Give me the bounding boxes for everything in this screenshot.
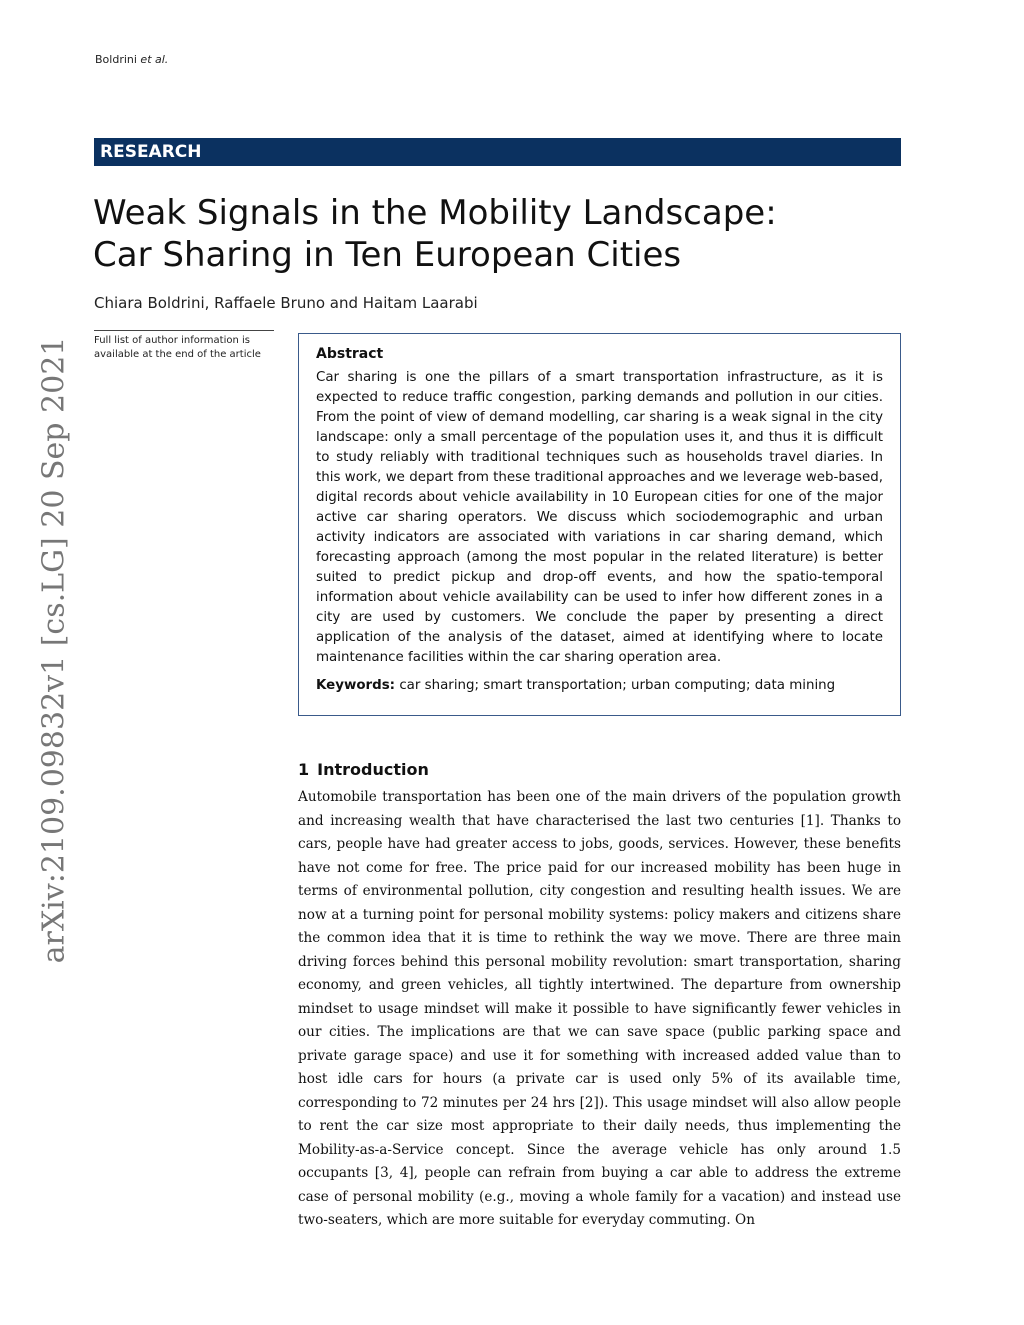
running-head-author: Boldrini — [95, 53, 137, 66]
title-line-1: Weak Signals in the Mobility Landscape: — [93, 193, 777, 233]
introduction-text: Automobile transportation has been one of the main drivers of the population growth and increasing wealth that have characterised the last two centuries [1]. Thanks to cars, people have had greater access to jobs, goods, services. However, these benefits have not come for free. The price paid for our increased mobility has been huge in terms of environmental pollution, city congestion and resulting health issues. We are now at a turning point for personal mobility systems: policy makers and citizens share the common idea that it is time to rethink the way we move. There are three main driving forces behind this personal mobility revolution: smart transportation, sharing economy, and green vehicles, all tightly intertwined. The departure from ownership mindset to usage mindset will make it possible to have significantly fewer vehicles in our cities. The implications are that we can save space (public parking space and private garage space) and use it for something with increased added value than to host idle cars for hours (a private car is used only 5% of its available time, corresponding to 72 minutes per 24 hrs [2]). This usage mindset will also allow people to rent the car size most appropriate to their daily needs, thus implementing the Mobility-as-a-Service concept. Since the average vehicle has only around 1.5 occupants [3, 4], people can refrain from buying a car able to address the extreme case of personal mobility (e.g., moving a whole family for a vacation) and instead use two-seaters, which are more suitable for everyday commuting. On — [298, 789, 901, 1228]
running-head-etal: et al. — [140, 53, 169, 66]
paper-title — [93, 192, 893, 276]
section-label-bar: RESEARCH — [94, 138, 901, 166]
arxiv-identifier: arXiv:2109.09832v1 [cs.LG] 20 Sep 2021 — [36, 336, 72, 964]
keywords-line — [316, 676, 883, 696]
author-list: Chiara Boldrini, Raffaele Bruno and Haitam Laarabi — [94, 294, 478, 312]
keywords-label: Keywords: — [316, 678, 396, 693]
abstract-text: Car sharing is one the pillars of a smart transportation infrastructure, as it is expected to reduce traffic congestion, parking demands and pollution in our cities. From the point of view of demand modelling, car sharing is a weak signal in the city landscape: only a small percentage of the population uses it, and thus it is difficult to study reliably with traditional techniques such as households travel diaries. In this work, we depart from these traditional approaches and we leverage web-based, digital records about vehicle availability in 10 European cities for one of the major active car sharing operators. We discuss which sociodemographic and urban activity indicators are associated with variations in car sharing demand, which forecasting approach (among the most popular in the related literature) is better suited to predict pickup and drop-off events, and how the spatio-temporal information about vehicle availability can be used to infer how different zones in a city are used by customers. We conclude the paper by presenting a direct application of the analysis of the dataset, aimed at identifying where to locate maintenance facilities within the car sharing operation area. — [316, 370, 883, 665]
abstract-box — [298, 333, 901, 716]
section-title: Introduction — [317, 760, 429, 779]
author-info-note: Full list of author information is available at the end of the article — [94, 330, 274, 362]
abstract-heading: Abstract — [316, 346, 384, 362]
introduction-heading — [298, 760, 429, 779]
keywords-list: car sharing; smart transportation; urban computing; data mining — [399, 678, 836, 693]
section-number: 1 — [298, 760, 310, 779]
title-line-2: Car Sharing in Ten European Cities — [93, 235, 682, 275]
running-head — [95, 53, 168, 66]
